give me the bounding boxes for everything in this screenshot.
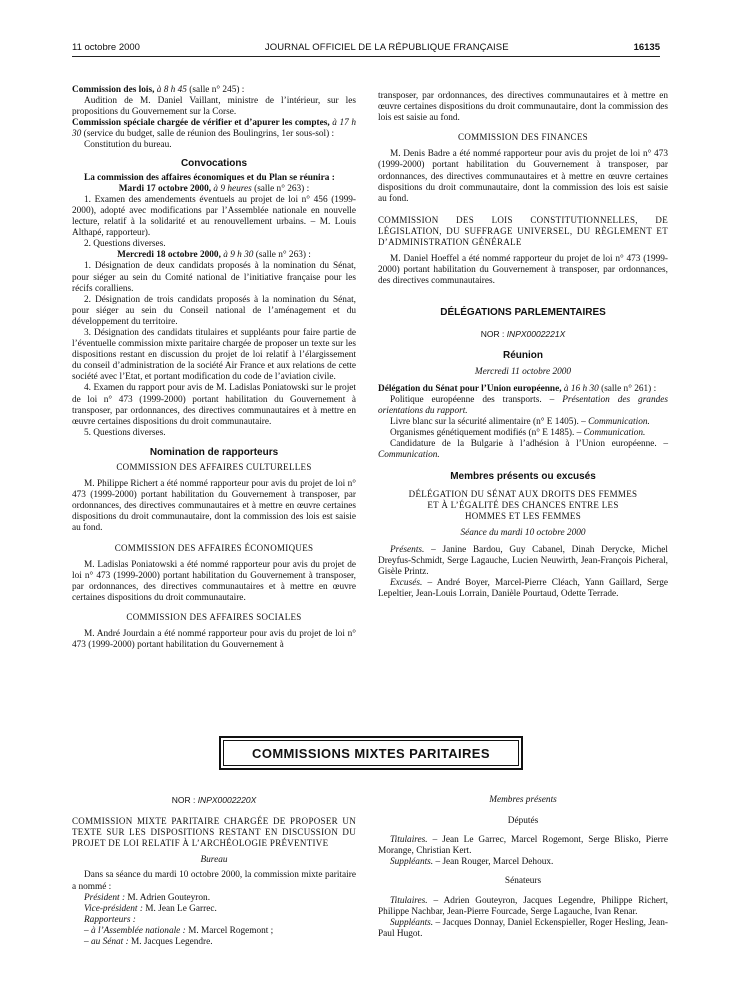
agenda-item: 3. Désignation des candidats titulaires et suppléants pour faire partie de l’éventuelle commission mixte paritaire chargée de proposer un texte sur les dispositions restant en discussion du projet de loi relatif à l’élargissement du conseil d’administration de la société Air France et aux relations de cette société avec l’Etat, et portant modification du code de l’aviation civile.: [72, 327, 356, 383]
list-label: Présents.: [390, 544, 425, 555]
list-label: Titulaires.: [390, 895, 428, 906]
president-line: [72, 893, 356, 904]
agenda-item: 1. Désignation de deux candidats proposés à la nomination du Sénat, pour siéger au sein du Comité national de l’initiative française pour les récifs coralliens.: [72, 261, 356, 294]
session-time: à 9 h 30: [223, 250, 254, 261]
subsection-heading: COMMISSION DES AFFAIRES CULTURELLES: [116, 462, 312, 472]
header-date: 11 octobre 2000: [72, 41, 140, 53]
cmp-right-column: [378, 795, 668, 940]
subsection-heading: DÉLÉGATION DU SÉNAT AUX DROITS DES FEMMES ET À L’ÉGALITÉ DES CHANCES ENTRE LES HOMMES ET LES FEMMES: [408, 488, 638, 521]
list-names: – André Boyer, Marcel-Pierre Cléach, Yann Gaillard, Serge Lepeltier, Jean-Louis Lorrain, Danièle Pourtaud, Odette Terrade.: [378, 578, 669, 600]
session-day: Mercredi 18 octobre 2000,: [117, 250, 221, 261]
membres-presents-heading: Membres présents: [489, 795, 557, 805]
role-label: Président :: [84, 892, 126, 903]
list-names: – Janine Bardou, Guy Cabanel, Dinah Derycke, Michel Dreyfus-Schmidt, Serge Lagauche, Lucien Neuwirth, Jean-François Picheral, Gisèle Printz.: [378, 544, 668, 578]
nor-label: NOR :: [171, 795, 196, 805]
agenda-item: [378, 428, 668, 439]
agenda-item: [378, 439, 668, 461]
section-heading-nomination: Nomination de rapporteurs: [149, 446, 279, 458]
agenda-item: [378, 395, 668, 417]
agenda-item: 5. Questions diverses.: [84, 427, 166, 438]
session-time: à 9 heures: [213, 183, 252, 194]
agenda-item: 2. Désignation de trois candidats proposés à la nomination du Sénat, pour siéger au sein du Conseil national de l’aménagement et du développement du territoire.: [72, 294, 356, 327]
entry-body: Audition de M. Daniel Vaillant, ministre de l’intérieur, sur les propositions du Gouvernement sur la Corse.: [72, 96, 356, 118]
nomination-text: M. Ladislas Poniatowski a été nommé rapporteur pour avis du projet de loi n° 473 (1999-2000) portant habilitation du Gouvernement à transposer, par ordonnances, des directives communautaires et à mettre en œuvre certaines dispositions du droit communautaire.: [72, 559, 356, 603]
entry-room: (salle n° 245) :: [189, 85, 245, 95]
agenda-type: Présentation des grandes orientations du rapport.: [378, 394, 669, 416]
agenda-topic: Organismes génétiquement modifiés (n° E 1485). –: [390, 428, 582, 439]
agenda-item: [378, 417, 668, 428]
deputes-titulaires: [378, 835, 668, 857]
nor-reference: [72, 795, 356, 806]
cmp-left-column: [72, 795, 356, 948]
nor-label: NOR :: [480, 328, 505, 339]
entry-title: Commission des lois,: [72, 85, 155, 95]
entry-room: (service du budget, salle de réunion des Boulingrins, 1er sous-sol) :: [83, 129, 335, 140]
nor-value: INPX0002221X: [506, 328, 566, 339]
list-names: – Jean Le Garrec, Marcel Rogemont, Serge Blisko, Pierre Morange, Christian Kert.: [378, 835, 668, 857]
nomination-text: M. Denis Badre a été nommé rapporteur pour avis du projet de loi n° 473 (1999-2000) portant habilitation du Gouvernement à transposer, par ordonnances, des directives communautaires et à mettre en œuvre certaines dispositions du droit communautaire, dont la commission des lois est saisie au fond.: [378, 149, 668, 204]
bureau-intro: Dans sa séance du mardi 10 octobre 2000, la commission mixte paritaire a nommé :: [72, 870, 356, 892]
nomination-text: M. Philippe Richert a été nommé rapporteur pour avis du projet de loi n° 473 (1999-2000) portant habilitation du Gouvernement à transposer, par ordonnances, des directives communautaires et à mettre en œuvre certaines dispositions du droit communautaire, dont la commission des lois est saisie au fond.: [72, 479, 356, 534]
vice-president-line: [72, 904, 356, 915]
session-date: [72, 184, 356, 195]
commission-lois-entry: [72, 85, 356, 96]
subsection-heading: COMMISSION DES FINANCES: [458, 132, 588, 143]
agenda-type: Communication.: [588, 417, 650, 428]
senateurs-heading: Sénateurs: [504, 876, 542, 887]
list-label: Suppléants.: [390, 917, 434, 928]
subsection-heading: COMMISSION DES LOIS CONSTITUTIONNELLES, DE LÉGISLATION, DU SUFFRAGE UNIVERSEL, DU RÈGLEMENT ET D’ADMINISTRATION GÉNÉRALE: [378, 214, 668, 248]
nomination-text: M. Daniel Hoeffel a été nommé rapporteur du projet de loi n° 473 (1999-2000) portant habilitation du Gouvernement à transposer, par ordonnances, des directives communautaires.: [378, 254, 668, 287]
meeting-date: Mercredi 11 octobre 2000: [474, 366, 572, 377]
role-name: M. Marcel Rogemont ;: [188, 925, 274, 936]
deputes-suppleants: [378, 857, 668, 868]
deputes-heading: Députés: [507, 816, 539, 827]
rapporteur-an: [72, 926, 356, 937]
list-names: – Adrien Gouteyron, Jacques Legendre, Philippe Richert, Philippe Nachbar, Jean-Pierre Fourcade, Serge Lagauche, Ivan Renar.: [378, 895, 668, 917]
entry-body: Constitution du bureau.: [84, 140, 172, 151]
subsection-heading: COMMISSION DES AFFAIRES SOCIALES: [126, 612, 302, 623]
agenda-item: 1. Examen des amendements éventuels au projet de loi n° 456 (1999-2000), adopté avec modifications par l’Assemblée nationale en nouvelle lecture, relatif à la solidarité et au renouvellement urbains. – M. Louis Althapé, rapporteur).: [72, 194, 356, 239]
entry-room: (salle n° 261) :: [601, 383, 657, 394]
role-name: M. Adrien Gouteyron.: [127, 892, 211, 903]
senateurs-suppleants: [378, 918, 668, 940]
section-heading-reunion: Réunion: [503, 349, 543, 361]
excuses-list: [378, 578, 668, 600]
role-label: – à l’Assemblée nationale :: [84, 925, 186, 936]
agenda-type: Communication.: [583, 428, 646, 439]
continued-text: transposer, par ordonnances, des directives communautaires et à mettre en œuvre certaines dispositions du droit communautaire, dont la commission des lois est saisie au fond.: [378, 91, 668, 124]
cmp-banner: [219, 736, 523, 770]
cmp-heading: COMMISSION MIXTE PARITAIRE CHARGÉE DE PROPOSER UN TEXTE SUR LES DISPOSITIONS RESTANT EN DISCUSSION DU PROJET DE LOI RELATIF À L’ARCHÉOLOGIE PRÉVENTIVE: [72, 816, 356, 849]
left-column: [72, 85, 356, 651]
delegation-entry: [378, 384, 668, 395]
presents-list: [378, 545, 668, 578]
agenda-topic: Politique européenne des transports. –: [390, 394, 555, 405]
rapporteur-senat: [72, 937, 356, 948]
commission-speciale-entry: [72, 118, 356, 140]
page-number: 16135: [633, 41, 660, 53]
eco-commission-line: La commission des affaires économiques et du Plan se réunira :: [84, 172, 335, 183]
session-room: (salle n° 263) :: [255, 250, 311, 261]
right-column: [378, 91, 668, 600]
agenda-topic: Livre blanc sur la sécurité alimentaire (n° E 1405). –: [390, 417, 586, 428]
entry-title: Commission spéciale chargée de vérifier et d’apurer les comptes,: [72, 118, 330, 129]
entry-time: à 17 h 30: [72, 118, 357, 140]
seance-date: Séance du mardi 10 octobre 2000: [460, 527, 586, 538]
agenda-type: Communication.: [378, 450, 440, 461]
list-label: Suppléants.: [390, 857, 434, 868]
senateurs-titulaires: [378, 896, 668, 918]
role-label: Vice-président :: [84, 903, 143, 914]
session-day: Mardi 17 octobre 2000,: [118, 183, 212, 194]
entry-time: à 16 h 30: [563, 383, 599, 394]
list-names: – Jacques Donnay, Daniel Eckenspieller, Roger Hesling, Jean-Paul Hugot.: [378, 917, 668, 939]
session-room: (salle n° 263) :: [254, 183, 310, 194]
bureau-heading: Bureau: [200, 855, 228, 866]
session-date: [72, 250, 356, 261]
section-heading-delegations: DÉLÉGATIONS PARLEMENTAIRES: [440, 307, 606, 319]
role-label: – au Sénat :: [84, 937, 129, 948]
banner-title: COMMISSIONS MIXTES PARITAIRES: [252, 745, 490, 761]
list-label: Excusés.: [390, 578, 423, 589]
role-name: M. Jean Le Garrec.: [145, 903, 217, 914]
nor-reference: [378, 329, 668, 340]
entry-title: Délégation du Sénat pour l’Union européenne,: [378, 383, 562, 394]
role-name: M. Jacques Legendre.: [131, 937, 213, 948]
subsection-heading: COMMISSION DES AFFAIRES ÉCONOMIQUES: [114, 542, 314, 553]
agenda-topic: Candidature de la Bulgarie à l’adhésion à l’Union européenne. –: [390, 439, 668, 450]
section-heading-membres: Membres présents ou excusés: [450, 471, 596, 483]
entry-time: à 8 h 45: [156, 85, 187, 95]
journal-title: JOURNAL OFFICIEL DE LA RÉPUBLIQUE FRANÇAISE: [264, 41, 509, 53]
nor-value: INPX0002220X: [197, 795, 257, 805]
agenda-item: 4. Examen du rapport pour avis de M. Ladislas Poniatowski sur le projet de loi n° 473 (1999-2000) portant habilitation du Gouvernement à transposer, par ordonnances, des directives communautaires et à mettre en œuvre certaines dispositions du droit communautaire.: [72, 383, 356, 427]
header-rule: [72, 56, 660, 57]
list-names: – Jean Rouger, Marcel Dehoux.: [435, 857, 554, 868]
section-heading-convocations: Convocations: [180, 157, 248, 169]
rapporteurs-label: Rapporteurs :: [84, 914, 136, 925]
list-label: Titulaires.: [390, 835, 428, 846]
page-header: [72, 40, 660, 54]
agenda-item: 2. Questions diverses.: [84, 239, 166, 250]
nomination-text: M. André Jourdain a été nommé rapporteur pour avis du projet de loi n° 473 (1999-2000) portant habilitation du Gouvernement à: [72, 629, 356, 651]
